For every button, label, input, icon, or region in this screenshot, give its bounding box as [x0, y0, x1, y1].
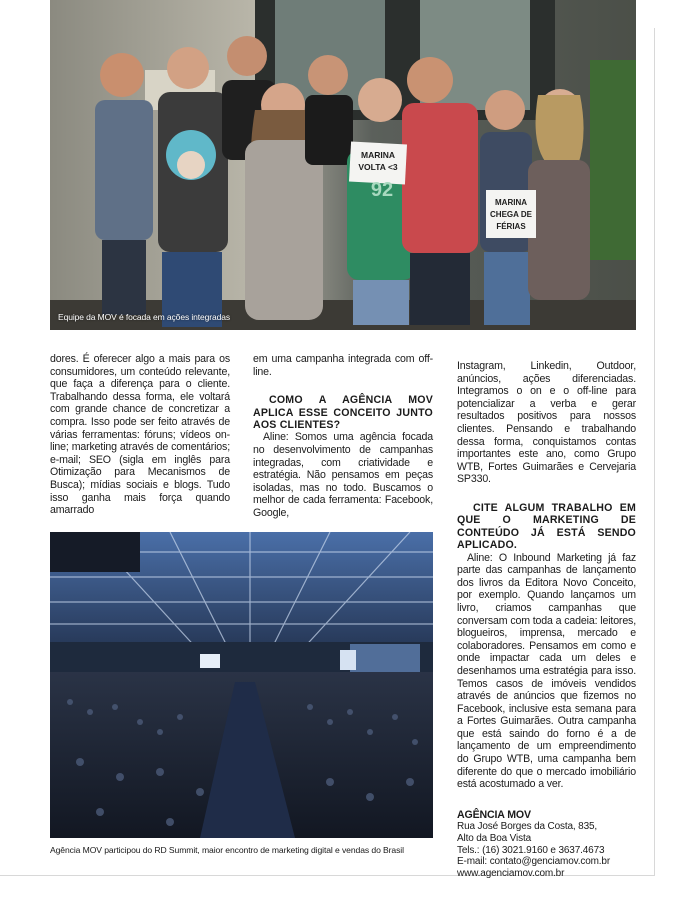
contact-address-2: Alto da Boa Vista	[457, 833, 531, 845]
sign-right-line3: FÉRIAS	[496, 222, 526, 231]
sign-left-line2: VOLTA <3	[358, 162, 398, 172]
sign-right-line2: CHEGA DE	[490, 210, 532, 219]
column-3-paragraph-2: Aline: O Inbound Marketing já faz parte das campanhas de lançamento dos livros da Editora Novo Conceito, por exemplo. Quando lançamos um livro, criamos campanhas que conversam com toda a cadeia: leitores, blogueiros, imprensa, mercado e colaboradores. Pensamos em como e onde impactar cada um deles e desenhamos uma estratégia para isso. Temos casos de imóveis vendidos através de anúncios que fizemos no Facebook, inclusive esta semana para a Fortes Guimarães. Outra campanha que está saindo do forno é a de lançamento de um empreendimento do Grupo WTB, uma campanha bem diferente do que o mercado imobiliário está acostumado a ver.	[457, 551, 636, 791]
contact-title: AGÊNCIA MOV	[457, 808, 531, 821]
column-2-paragraph-1: em uma campanha integrada com off-line.	[253, 353, 433, 378]
column-1-paragraph: dores. É oferecer algo a mais para os consumidores, um conteúdo relevante, que faça a diferença para o cliente. Trabalhando dessa forma, ele voltará com grande chance de concretizar a compra. Isso pode ser feito através de várias ferramentas: fóruns; vídeos on-line; marketing através de comentários; e-mail; SEO (sigla em inglês para Otimização para Mecanismos de Busca); mídias sociais e blogs. Tudo isso ganha mais força quando amarrado	[50, 353, 230, 517]
sign-right-line1: MARINA	[495, 198, 527, 207]
question-heading-1: COMO A AGÊNCIA MOV APLICA ESSE CONCEITO JUNTO AOS CLIENTES?	[253, 394, 433, 431]
team-photo-caption: Equipe da MOV é focada em ações integradas	[58, 312, 231, 322]
contact-website: www.agenciamov.com.br	[457, 867, 565, 879]
article-column-1	[50, 353, 230, 517]
contact-email: E-mail: contato@genciamov.com.br	[457, 856, 611, 868]
contact-address-1: Rua José Borges da Costa, 835,	[457, 821, 598, 833]
article-column-2	[253, 353, 433, 520]
column-2-paragraph-2: Aline: Somos uma agência focada no desenvolvimento de campanhas integradas, com criatividade e estratégia. Não pensamos em peças isoladas, mas no todo. Buscamos o melhor de cada ferramenta: Facebook, Google,	[253, 431, 433, 519]
question-heading-2: CITE ALGUM TRABALHO EM QUE O MARKETING DE CONTEÚDO JÁ ESTÁ SENDO APLICADO.	[457, 501, 636, 552]
team-photo	[50, 0, 636, 330]
shirt-number: 92	[370, 179, 394, 201]
column-3-paragraph-1: Instagram, Linkedin, Outdoor, anúncios, ações diferenciadas. Integramos o on e o off-line para potencializar a verba e gerar resultados positivos para nossos clientes. Pensando e trabalhando dessa forma, conquistamos contas importantes este ano, como Grupo WTB, Fortes Guimarães e Cervejaria SP330.	[457, 360, 636, 486]
event-photo	[50, 532, 433, 838]
contact-phone: Tels.: (16) 3021.9160 e 3637.4673	[457, 844, 605, 856]
article-column-3	[457, 360, 636, 879]
sign-left-line1: MARINA	[361, 150, 395, 160]
event-photo-caption: Agência MOV participou do RD Summit, maior encontro de marketing digital e vendas do Brasil	[50, 845, 404, 855]
